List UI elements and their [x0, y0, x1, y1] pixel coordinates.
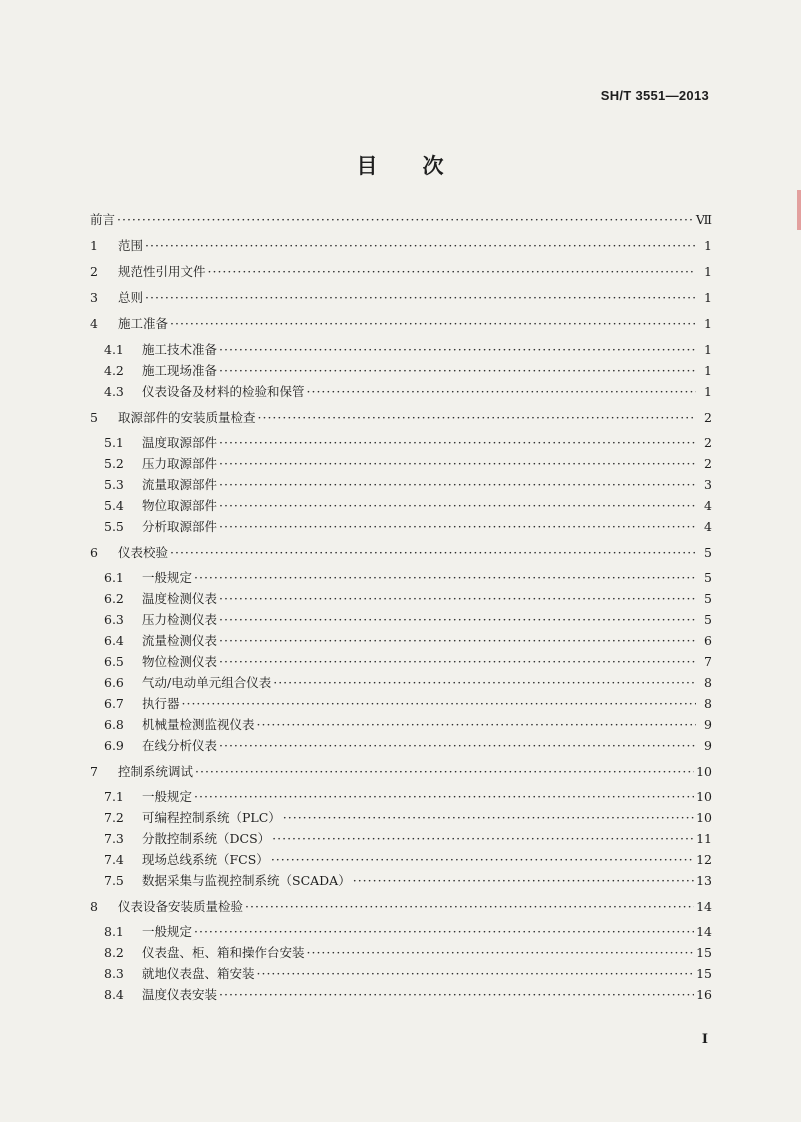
toc-entry-page: 13: [696, 873, 712, 888]
toc-leader-dots: [219, 454, 696, 474]
toc-entry-page: 1: [704, 342, 712, 357]
toc-entry-label: 数据采集与监视控制系统（SCADA）: [142, 873, 351, 888]
toc-entry[interactable]: [90, 631, 712, 651]
toc-entry-page: 12: [696, 852, 712, 867]
toc-entry-number: 6.4: [104, 633, 124, 648]
title-char-1: 目: [356, 153, 379, 178]
toc-entry-label: 仪表设备及材料的检验和保管: [142, 384, 305, 399]
toc-entry-number: 5: [90, 410, 98, 425]
toc-entry-number: 6.6: [104, 675, 124, 690]
toc-entry-number: 6.5: [104, 654, 124, 669]
toc-entry-number: 7.2: [104, 810, 124, 825]
toc-entry[interactable]: [90, 610, 712, 630]
toc-entry-page: 14: [696, 924, 712, 939]
toc-entry[interactable]: [90, 475, 712, 495]
toc-entry[interactable]: [90, 543, 712, 563]
toc-entry-number: 6.3: [104, 612, 124, 627]
toc-leader-dots: [219, 652, 696, 672]
toc-entry-label: 温度仪表安装: [142, 987, 218, 1002]
toc-entry-number: 6.9: [104, 738, 124, 753]
toc-entry-label: 施工准备: [118, 316, 169, 331]
toc-leader-dots: [182, 694, 696, 714]
toc-entry[interactable]: [90, 787, 712, 807]
toc-leader-dots: [273, 673, 696, 693]
toc-entry-label: 分散控制系统（DCS）: [142, 831, 271, 846]
toc-leader-dots: [257, 964, 695, 984]
toc-entry[interactable]: [90, 433, 712, 453]
toc-entry[interactable]: [90, 871, 712, 891]
toc-entry-label: 前言: [90, 212, 116, 227]
title-char-2: 次: [422, 153, 445, 178]
toc-leader-dots: [307, 382, 696, 402]
toc-entry-number: 7: [90, 764, 98, 779]
toc-entry-label: 仪表设备安装质量检验: [118, 899, 244, 914]
toc-entry[interactable]: [90, 517, 712, 537]
toc-entry-label: 执行器: [142, 696, 180, 711]
toc-entry-label: 温度检测仪表: [142, 591, 218, 606]
toc-entry-number: 4.2: [104, 363, 124, 378]
toc-entry-page: 6: [704, 633, 712, 648]
toc-entry-page: 9: [704, 738, 712, 753]
page-edge-mark: [797, 190, 801, 230]
toc-entry-page: 15: [696, 945, 712, 960]
toc-entry[interactable]: [90, 922, 712, 942]
toc-entry-label: 分析取源部件: [142, 519, 218, 534]
toc-entry-label: 取源部件的安装质量检查: [118, 410, 256, 425]
toc-leader-dots: [219, 736, 696, 756]
toc-entry-page: 5: [704, 591, 712, 606]
toc-entry-page: 7: [704, 654, 712, 669]
toc-entry-number: 8: [90, 899, 98, 914]
toc-entry-page: 11: [696, 831, 712, 846]
toc-entry-label: 一般规定: [142, 924, 193, 939]
toc-entry-label: 流量检测仪表: [142, 633, 218, 648]
toc-entry-label: 可编程控制系统（PLC）: [142, 810, 281, 825]
toc-leader-dots: [194, 922, 694, 942]
page-number: I: [701, 1032, 708, 1047]
toc-entry-label: 施工技术准备: [142, 342, 218, 357]
toc-leader-dots: [258, 408, 696, 428]
toc-entry-page: 1: [704, 316, 712, 331]
toc-entry[interactable]: [90, 829, 712, 849]
toc-entry-label: 温度取源部件: [142, 435, 218, 450]
toc-leader-dots: [194, 568, 696, 588]
toc-entry[interactable]: [90, 715, 712, 735]
toc-entry-number: 5.1: [104, 435, 124, 450]
toc-entry[interactable]: [90, 382, 712, 402]
toc-leader-dots: [219, 340, 696, 360]
toc-leader-dots: [219, 589, 696, 609]
toc-entry-page: 1: [704, 238, 712, 253]
toc-leader-dots: [145, 236, 696, 256]
toc-entry-label: 一般规定: [142, 570, 193, 585]
toc-entry[interactable]: [90, 210, 712, 230]
toc-entry-label: 总则: [118, 290, 144, 305]
toc-entry-page: 3: [704, 477, 712, 492]
toc-entry-number: 8.1: [104, 924, 124, 939]
toc-entry-number: 6: [90, 545, 98, 560]
toc-entry-number: 4.3: [104, 384, 124, 399]
toc-entry[interactable]: [90, 808, 712, 828]
toc-entry-page: 9: [704, 717, 712, 732]
toc-entry-number: 7.5: [104, 873, 124, 888]
toc-entry-label: 流量取源部件: [142, 477, 218, 492]
toc-entry[interactable]: [90, 589, 712, 609]
toc-entry-number: 6.7: [104, 696, 124, 711]
toc-entry-number: 2: [90, 264, 98, 279]
toc-leader-dots: [170, 543, 696, 563]
page-title: [0, 150, 801, 180]
toc-entry-number: 4: [90, 316, 98, 331]
toc-entry-page: 4: [704, 498, 712, 513]
toc-leader-dots: [219, 496, 696, 516]
toc-leader-dots: [257, 715, 696, 735]
toc-entry-page: 4: [704, 519, 712, 534]
toc-entry-label: 就地仪表盘、箱安装: [142, 966, 255, 981]
toc-leader-dots: [219, 433, 696, 453]
toc-entry-number: 8.2: [104, 945, 124, 960]
toc-entry-number: 6.2: [104, 591, 124, 606]
standard-code: SH/T 3551—2013: [600, 88, 709, 103]
toc-entry[interactable]: [90, 673, 712, 693]
toc-entry-number: 5.3: [104, 477, 124, 492]
toc-entry-number: 6.1: [104, 570, 124, 585]
toc-entry-label: 施工现场准备: [142, 363, 218, 378]
toc-leader-dots: [245, 897, 694, 917]
toc-entry-number: 6.8: [104, 717, 124, 732]
toc-entry-number: 7.3: [104, 831, 124, 846]
toc-entry[interactable]: [90, 288, 712, 308]
toc-entry-number: 5.4: [104, 498, 124, 513]
toc-entry-page: 10: [696, 810, 712, 825]
toc-leader-dots: [145, 288, 696, 308]
toc-entry[interactable]: [90, 850, 712, 870]
toc-entry[interactable]: [90, 762, 712, 782]
toc-entry-number: 5.5: [104, 519, 124, 534]
toc-entry[interactable]: [90, 361, 712, 381]
toc-entry-page: 1: [704, 384, 712, 399]
toc-entry[interactable]: [90, 694, 712, 714]
toc-entry-page: 1: [704, 363, 712, 378]
toc-entry-page: 8: [704, 675, 712, 690]
toc-entry-label: 仪表校验: [118, 545, 169, 560]
toc-entry-label: 现场总线系统（FCS）: [142, 852, 269, 867]
toc-leader-dots: [283, 808, 694, 828]
toc-entry-page: 8: [704, 696, 712, 711]
toc-leader-dots: [219, 517, 696, 537]
toc-entry-label: 气动/电动单元组合仪表: [142, 675, 272, 690]
toc-leader-dots: [194, 787, 694, 807]
toc-entry-label: 在线分析仪表: [142, 738, 218, 753]
toc-entry[interactable]: [90, 736, 712, 756]
toc-entry[interactable]: [90, 964, 712, 984]
toc-entry[interactable]: [90, 314, 712, 334]
toc-entry-page: 1: [704, 290, 712, 305]
toc-entry-label: 仪表盘、柜、箱和操作台安装: [142, 945, 305, 960]
toc-leader-dots: [117, 210, 694, 230]
toc-entry-page: 15: [696, 966, 712, 981]
toc-entry-label: 压力检测仪表: [142, 612, 218, 627]
toc-leader-dots: [219, 985, 694, 1005]
toc-entry[interactable]: [90, 236, 712, 256]
toc-entry-page: 2: [704, 410, 712, 425]
toc-entry-page: 10: [696, 789, 712, 804]
toc-entry[interactable]: [90, 454, 712, 474]
toc-leader-dots: [272, 829, 694, 849]
toc-entry-number: 3: [90, 290, 98, 305]
toc-leader-dots: [170, 314, 696, 334]
toc-entry-number: 7.1: [104, 789, 124, 804]
toc-entry-page: 5: [704, 612, 712, 627]
toc-entry-label: 压力取源部件: [142, 456, 218, 471]
toc-leader-dots: [219, 631, 696, 651]
toc-entry[interactable]: [90, 408, 712, 428]
toc-entry-page: 10: [696, 764, 712, 779]
toc-leader-dots: [195, 762, 694, 782]
toc-entry-number: 7.4: [104, 852, 124, 867]
toc-entry[interactable]: [90, 496, 712, 516]
toc-entry-page: 5: [704, 545, 712, 560]
toc-entry-number: 1: [90, 238, 98, 253]
toc-entry-number: 5.2: [104, 456, 124, 471]
toc-entry-label: 控制系统调试: [118, 764, 194, 779]
toc-entry-number: 8.4: [104, 987, 124, 1002]
toc-leader-dots: [271, 850, 694, 870]
toc-entry-page: 2: [704, 456, 712, 471]
toc-entry-label: 物位检测仪表: [142, 654, 218, 669]
toc-entry[interactable]: [90, 897, 712, 917]
toc-leader-dots: [208, 262, 696, 282]
toc-leader-dots: [219, 361, 696, 381]
toc-entry[interactable]: [90, 262, 712, 282]
toc-entry-page: 16: [696, 987, 712, 1002]
toc-leader-dots: [219, 610, 696, 630]
toc-entry-label: 规范性引用文件: [118, 264, 206, 279]
toc-leader-dots: [219, 475, 696, 495]
toc-entry[interactable]: [90, 340, 712, 360]
toc-entry[interactable]: [90, 943, 712, 963]
toc-entry-page: Ⅶ: [695, 212, 712, 227]
toc-entry[interactable]: [90, 985, 712, 1005]
toc-entry-label: 范围: [118, 238, 144, 253]
toc-leader-dots: [307, 943, 695, 963]
toc-entry[interactable]: [90, 652, 712, 672]
toc-entry-label: 机械量检测监视仪表: [142, 717, 255, 732]
toc-entry-number: 8.3: [104, 966, 124, 981]
toc-entry-number: 4.1: [104, 342, 124, 357]
toc-entry-page: 14: [696, 899, 712, 914]
toc-leader-dots: [353, 871, 694, 891]
toc-entry-page: 2: [704, 435, 712, 450]
toc-entry-label: 物位取源部件: [142, 498, 218, 513]
toc-entry[interactable]: [90, 568, 712, 588]
toc-entry-label: 一般规定: [142, 789, 193, 804]
toc-entry-page: 5: [704, 570, 712, 585]
toc-entry-page: 1: [704, 264, 712, 279]
